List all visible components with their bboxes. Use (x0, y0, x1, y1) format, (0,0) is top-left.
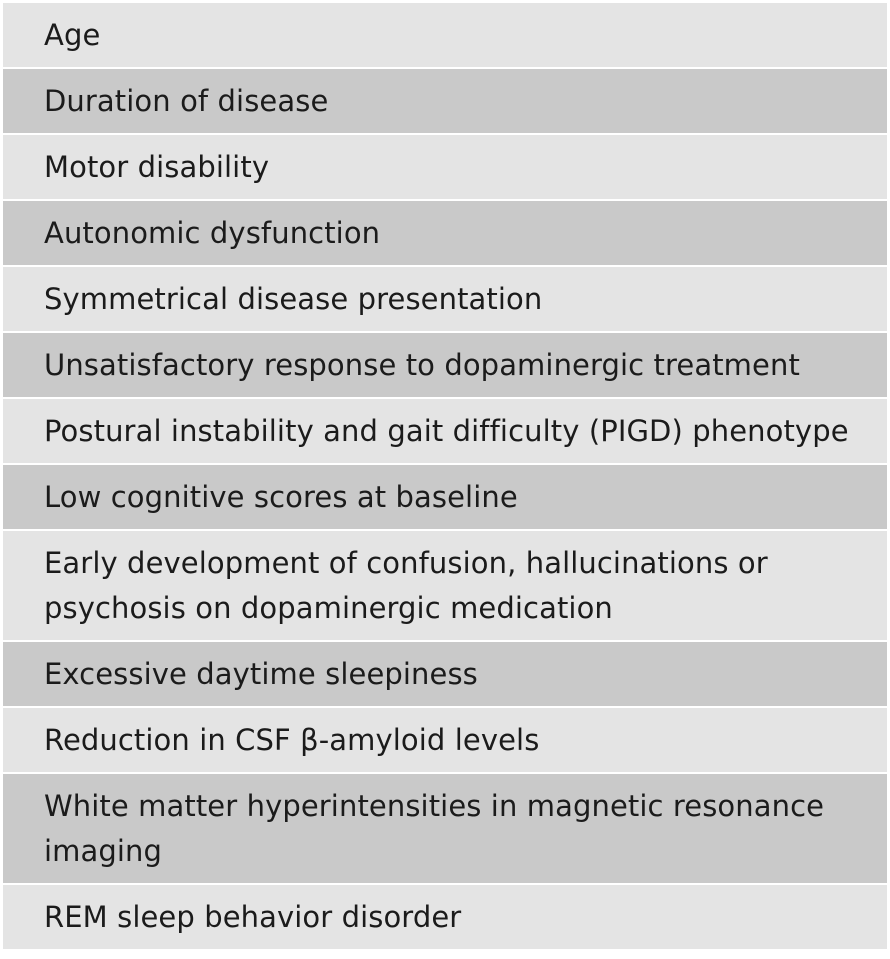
row-text: Symmetrical disease presentation (44, 281, 543, 316)
row-text: REM sleep behavior disorder (44, 899, 462, 934)
row-text: Early development of confusion, hallucinations or psychosis on dopaminergic medication (44, 545, 768, 625)
table-row (3, 531, 887, 642)
row-text: Age (44, 17, 101, 52)
row-text: Motor disability (44, 149, 270, 184)
table-row (3, 135, 887, 201)
table-row (3, 201, 887, 267)
table-row (3, 885, 887, 949)
table-row (3, 267, 887, 333)
row-text: Reduction in CSF β-amyloid levels (44, 722, 540, 757)
risk-factor-table (3, 3, 887, 956)
table-row (3, 399, 887, 465)
table-row (3, 333, 887, 399)
row-text: White matter hyperintensities in magnetic resonance imaging (44, 788, 825, 868)
row-text: Excessive daytime sleepiness (44, 656, 478, 691)
row-text: Autonomic dysfunction (44, 215, 381, 250)
row-text: Duration of disease (44, 83, 329, 118)
row-text: Low cognitive scores at baseline (44, 479, 518, 514)
table-row (3, 465, 887, 531)
table-row (3, 642, 887, 708)
table-row (3, 774, 887, 885)
table-row (3, 3, 887, 69)
row-text: Postural instability and gait difficulty (PIGD) phenotype (44, 413, 849, 448)
table-row (3, 69, 887, 135)
row-text: Unsatisfactory response to dopaminergic treatment (44, 347, 800, 382)
table-row (3, 708, 887, 774)
